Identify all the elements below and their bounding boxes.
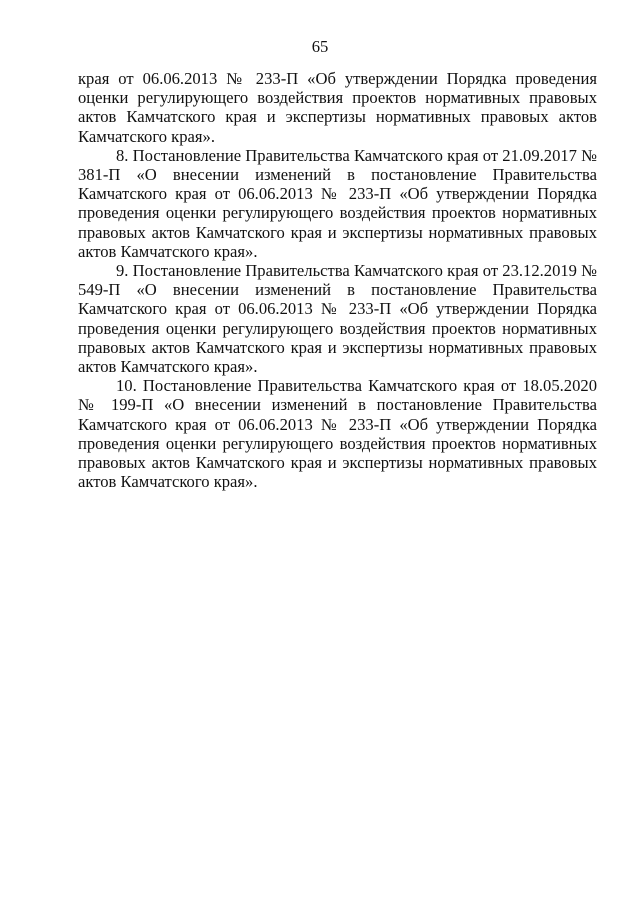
list-item-9: 9. Постановление Правительства Камчатского края от 23.12.2019 № 549-П «О внесении изменений в постановление Правительства Камчатского края от 06.06.2013 № 233-П «Об утверждении Порядка проведения оценки регулирующего воздействия проектов нормативных правовых актов Камчатского края и экспертизы нормативных правовых актов Камчатского края». [78,261,597,377]
list-item-8: 8. Постановление Правительства Камчатского края от 21.09.2017 № 381-П «О внесении изменений в постановление Правительства Камчатского края от 06.06.2013 № 233-П «Об утверждении Порядка проведения оценки регулирующего воздействия проектов нормативных правовых актов Камчатского края и экспертизы нормативных правовых актов Камчатского края». [78,145,597,261]
document-body [78,69,597,491]
paragraph-continuation: края от 06.06.2013 № 233-П «Об утверждении Порядка проведения оценки регулирующего воздействия проектов нормативных правовых актов Камчатского края и экспертизы нормативных правовых актов Камчатского края». [78,69,597,146]
page-number: 65 [311,37,329,56]
list-item-10: 10. Постановление Правительства Камчатского края от 18.05.2020 № 199-П «О внесении изменений в постановление Правительства Камчатского края от 06.06.2013 № 233-П «Об утверждении Порядка проведения оценки регулирующего воздействия проектов нормативных правовых актов Камчатского края и экспертизы нормативных правовых актов Камчатского края». [78,376,597,492]
